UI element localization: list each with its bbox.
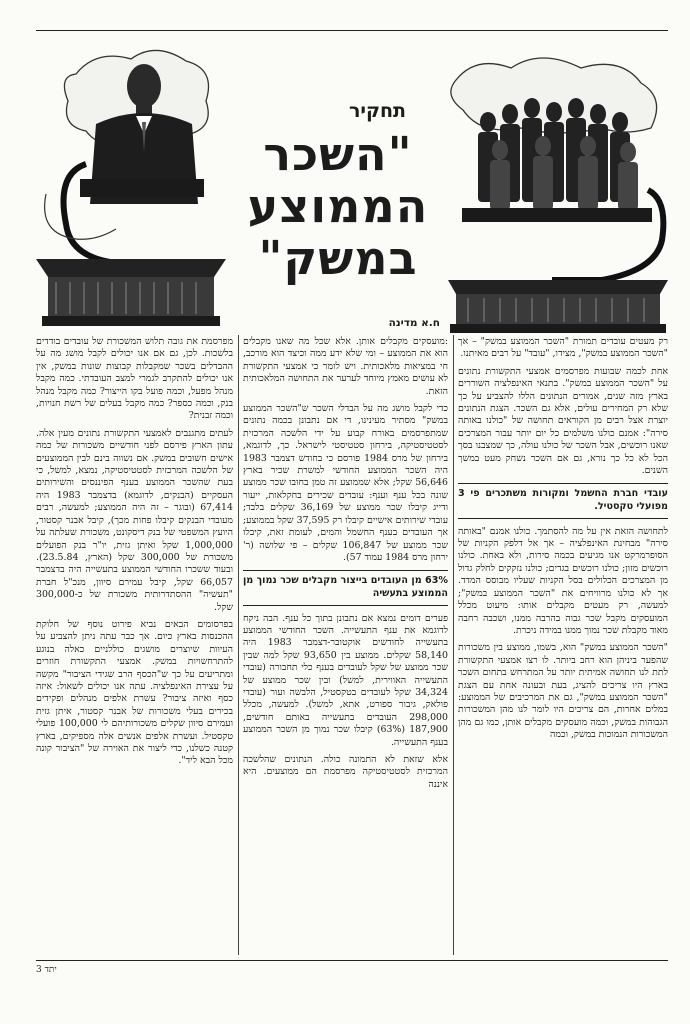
single-man-drawing bbox=[36, 44, 226, 329]
section-kicker: תחקיר bbox=[348, 100, 406, 122]
headline-line-1: "השכר bbox=[263, 127, 413, 181]
article-column-middle bbox=[243, 336, 448, 954]
paragraph: "השכר הממוצע במשק" הוא, בשמו, ממוצע בין משכורות שהפער ביניהן הוא רחב ביותר. לו רצו אמצעי התקשורת לתת לנו תחושה אמיתית יותר על המתרחש בתחום השכר בארץ היו צריכים להציג, בעת ובעונה אחת עם הצגת "השכר הממוצע במשק", גם את המרכיבים של הממוצע: במלים אחרות, הם צריכים היו לומר לנו מהן המשכורות הגבוהות במשק, וכמה מועסקים מקבלים אותן, כמו גם מהן המשכורות הנמוכות במשק, וכמה bbox=[458, 642, 668, 741]
headline-line-2: הממוצע bbox=[247, 179, 429, 233]
top-rule bbox=[36, 30, 668, 31]
paragraph: פערים דומים נמצא אם נתבונן בתוך כל ענף. הבה ניקח לדוגמא את ענף התעשייה. השכר החודשי הממוצע בתעשייה לחודשים אוקטובר-דצמבר 1983 היה 58,140 שקלים. ממוצע בין 93,650 שקל למה שבין שכר ממוצע של שקל לעובדים בענף כלי תחבורה (עובדי התעשייה האווירית, למשל) ובין שכר ממוצע של 34,324 שקל לעובדים בטקסטיל, הלבשה ועור (עובדי פולאק, גיבור ספורט, אתא, למשל). למעשה, מכלל 298,000 העובדים בתעשייה באותם חודשים, 187,900 (63%) קיבלו שכר נמוך מן השכר הממוצע בענף התעשייה. bbox=[243, 612, 448, 748]
article-column-left bbox=[36, 336, 233, 954]
paragraph: :מועסקים מקבלים אותן. אלא שכל מה שאנו מקבלים הוא את הממוצע – ומי שלא ידע ממה וכיצד הוא מורכב, חי במציאות מלאכותית. ויש לומר כי אמצעי התקשורת לא עושים מאמץ מיוחד לערער את התחושה המלאכותית הזאת. bbox=[243, 336, 448, 397]
paragraph: מפרסמת את גובה תלוש המשכורת של עובדים בודדים בלשכות. לכן, גם אם אנו יכולים לקבל מושג מה על ההבדלים בשכר שמקבלות קבוצות שונות במשק, אין אנו יכולים להתקרב לגמרי למצב העובדתי. כמה מקבל מנהל מפעל, וכמה פועל בקו הייצור? כמה מקבל מנהל בנק, וכמה כספר? כמה מקבל בעלים של רשת חנויות, וכמה זבנית? bbox=[36, 336, 233, 422]
headline-line-3: במשק" bbox=[258, 231, 418, 285]
paragraph: לתחושה הזאת אין על מה להסתמך. כולנו אמנם "באותה סירה" מבחינת האינפלציה – אך אל דלפק הקניות של הסופרמרקט אנו מגיעים בכמה סירות, ולא באחת. כולנו רוכשים מזון; כולנו רוכשים בגדים; כולנו נזקקים לחלק גדול מן המצרכים הכלולים בסל הקניות שעליו מבוסס המדד. אך לא כולנו מרוויחים את "השכר הממוצע במשק"; למעשה, רק מעטים מקבלים אותו: מיעוט מכלל המועסקים מקבל שכר גבוה בהרבה ממנו, ושכבה רחבה מאוד מקבלת שכר נמוך ממנו במידה ניכרת. bbox=[458, 525, 668, 636]
column-divider bbox=[238, 335, 239, 955]
bottom-rule bbox=[36, 960, 668, 961]
article-column-right bbox=[458, 336, 668, 954]
paragraph: אחת לכמה שבועות מפרסמים אמצעי התקשורת נתונים על "השכר הממוצע במשק". בתנאי האינפלציה השוררים בארץ מזה שנים, אמורים הנתונים הללו להצביע על כך שלא רק המחירים עולים, אלא גם השכר. הצגת הנתונים יוצרת אצל רבים מן הקוראים תחושה של "כולנו באותה סירה": אמנם כולנו משלמים כל יום יותר עבור המצרכים שאנו רוכשים, אבל השכר של כולנו עולה, כך שמצבנו בסך הכל לא כל כך נורא, גם אם השכר נשחק מעט במשך השנים. bbox=[458, 365, 668, 477]
paragraph: רק מעטים עובדים תמורת "השכר הממוצע במשק" – אך "השכר הממוצע במשק", מצידו, "עובד" על רבים מאיתנו. bbox=[458, 336, 668, 360]
column-divider bbox=[453, 335, 454, 955]
page-folio: יתד 3 bbox=[36, 965, 57, 975]
byline: ח.א מדינה bbox=[388, 317, 440, 329]
illustration-single-man bbox=[36, 44, 226, 329]
article-title-block bbox=[232, 100, 444, 325]
headline bbox=[232, 128, 444, 284]
paragraph: לעתים מתגנבים לאמצעי התקשורת נתונים מעין אלה. עתון הארץ פירסם לפני חודשיים משכורות של כמה אישים חשובים במשק. אם נשווה בינם לבין הממוצעים של הלשכה המרכזית לסטטיסטיקה, נמצא, למשל, כי בעת שהשכר הממוצע בענף הפיננסים והשירותים העסקיים (הבנקים, לדוגמא) בדצמבר 1983 היה 67,414 (ובוגר – זה היה הממוצע; למעשה, רבים מעובדי הבנקים קיבלו פחות מכך), קיבל אבנר קסטור, היועץ המשפטי של בנק דיסקונט, משכורת שעלתה על 1,000,000 שקל ואיתן גזית, יו"ר בנק הפועלים משכורת של 300,000 שקל (הארץ, 23.5.84). ובעוד ששכרו החודשי הממוצע בתעשייה היה בדצמבר 66,057 שקל, קיבל עמירם סיוון, מנכ"ל חברת "תעשיה" ההסתדרותית משכורת של כ-300,000 שקל. bbox=[36, 427, 233, 613]
pull-quote: עובדי חברת החשמל ומקורות משתכרים פי 3 מפועלי טקסטיל. bbox=[458, 483, 668, 518]
crowd-drawing bbox=[448, 50, 668, 335]
paragraph: אלא שזאת לא התמונה כולה. הנתונים שהלשכה המרכזית לסטטיסטיקה מפרסמת הם ממוצעים. היא איננה bbox=[243, 753, 448, 790]
paragraph: כדי לקבל מושג מה על הבדלי השכר ש"השכר הממוצע במשק" מסתיר מעינינו, די אם נתבונן בכמה נתונים שמתפרסמים באורח קבוע על ידי הלשכה המרכזית לסטטיסטיקה, בירחון סטטיסטי לישראל. כך, לדוגמא, בירחון של מרס 1984 פורסם כי בחודש דצמבר 1983 היה השכר הממוצע החודשי למשרת שכיר בארץ 56,646 שקל; אלא שממוצע זה טמן בחובו שכר ממוצע שונה בכל ענף וענף: עובדים שכירים בחקלאות, ייעור ודייג קיבלו שכר ממוצע של 36,169 שקלים בלבד; עובדי שירותים אישיים קיבלו רק 37,595 שקל בממוצע; אך העובדים בענף החשמל והמים, לעומת זאת, קיבלו שכר ממוצע של 106,847 שקלים – פי שלושה (ר' ירחון מרס 1984 עמוד 57). bbox=[243, 403, 448, 563]
pull-quote: 63% מן העובדים בייצור מקבלים שכר נמוך מן הממוצע בתעשיה bbox=[243, 570, 448, 605]
paragraph: בפרסומים הבאים נביא פירוט נוסף של חלוקת ההכנסות בארץ כיום. אך כבר עתה ניתן להצביע על העיוות שיוצרים מושגים כוללניים כאלה בנוגע להתרחשויות במשק. אמצעי התקשורת חוזרים ומתריעים על כך ש"הכסף הרב שגידי הציבור" מקשה על עצירת האינפלציה. עתה אנו יכולים לשאול: איזה כסף ואיזה ציבור? עשרת אלפים מנהלים ופקידים בכירים בעלי משכורות של אבנר קסטור, איתן גזית ועמירם סיוון שקלים משכורותיהם לי 100,000 פועלי טקסטיל. ועשרת אלפים אנשים אלה מספיקים, בארץ קטנה כשלנו, כדי ליצור את האוירה של "הציבור קונה מכל הבא ליד". bbox=[36, 618, 233, 767]
illustration-crowd bbox=[448, 50, 668, 335]
